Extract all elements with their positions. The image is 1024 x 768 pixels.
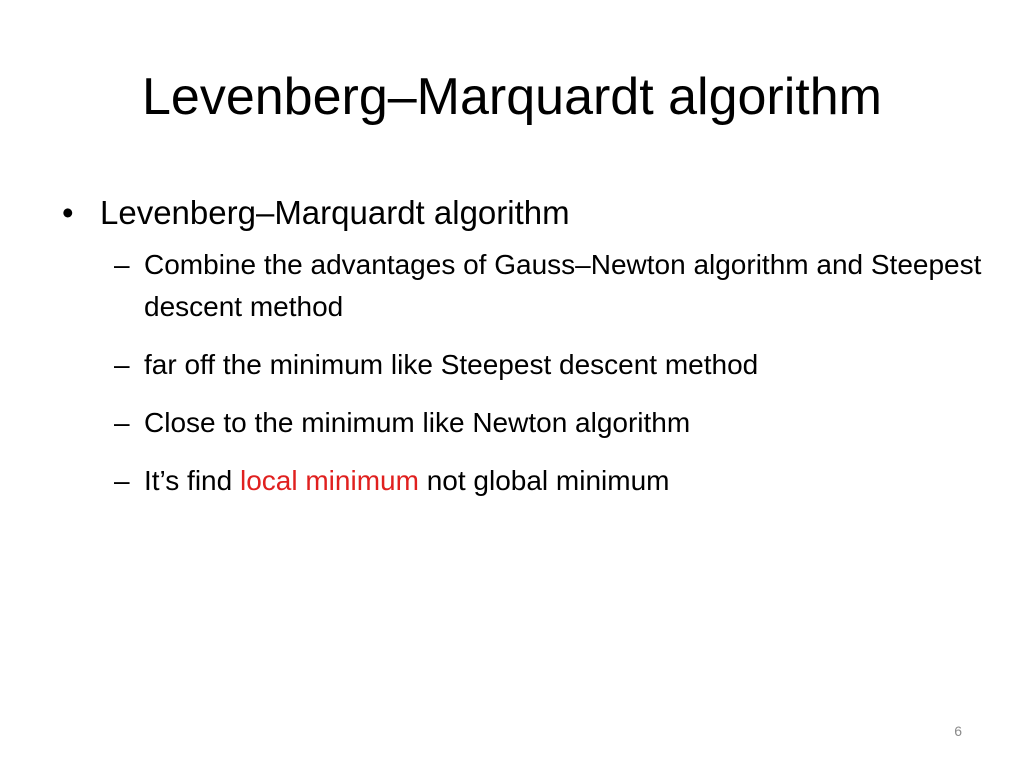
bullet-level-1: [62, 190, 982, 236]
bullet-marker: •: [62, 194, 74, 231]
page-number: 6: [954, 723, 962, 739]
dash-marker: –: [114, 407, 130, 438]
sub-bullet-text: far off the minimum like Steepest descent method: [144, 349, 759, 380]
dash-marker: –: [114, 249, 130, 280]
slide-title: Levenberg–Marquardt algorithm: [142, 68, 882, 126]
sub-bullet-item: [62, 244, 982, 328]
sub-bullet-item: [62, 460, 982, 502]
sub-bullet-text-before: It’s find: [144, 465, 240, 496]
sub-bullet-item: [62, 344, 982, 386]
sub-bullet-text-after: not global minimum: [418, 465, 670, 496]
dash-marker: –: [114, 349, 130, 380]
slide-content: [62, 190, 982, 518]
dash-marker: –: [114, 465, 130, 496]
sub-bullet-item: [62, 402, 982, 444]
sub-bullet-list: [62, 244, 982, 502]
bullet-text: Levenberg–Marquardt algorithm: [100, 194, 570, 231]
highlighted-text: local minimum: [239, 465, 419, 496]
sub-bullet-text: Close to the minimum like Newton algorithm: [144, 407, 691, 438]
sub-bullet-text: Combine the advantages of Gauss–Newton algorithm and Steepest descent method: [144, 249, 982, 322]
